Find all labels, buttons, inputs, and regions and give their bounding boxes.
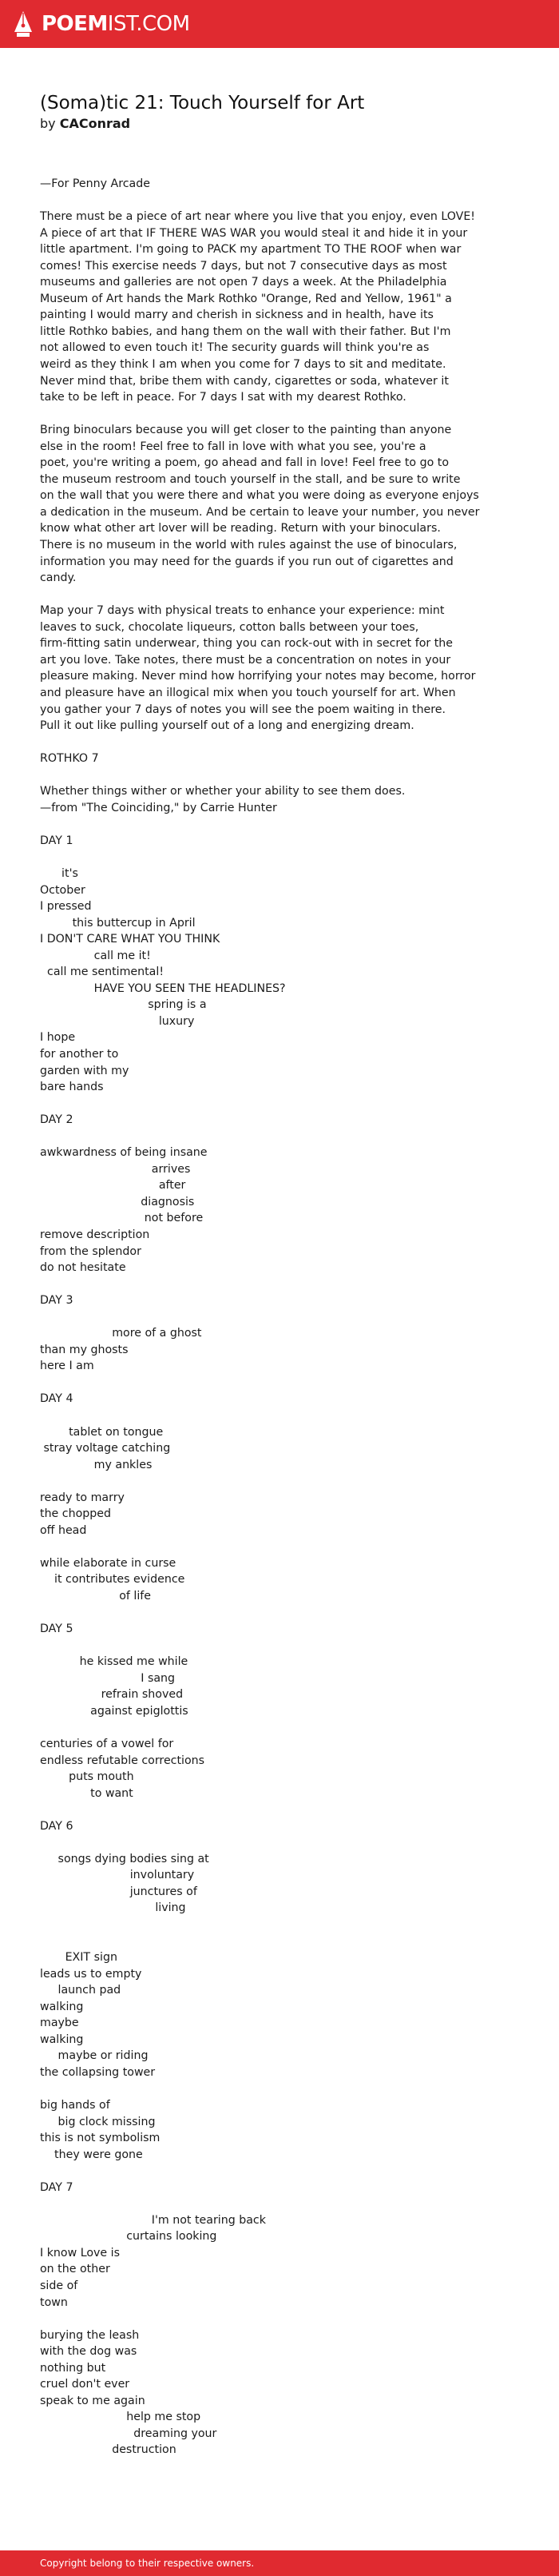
poem-line: to want [40, 1786, 133, 1800]
poem-line: arrives [40, 1162, 191, 1176]
poem-line: endless refutable corrections [40, 1754, 205, 1767]
poem-line: not before [40, 1212, 204, 1225]
poem-line: leads us to empty [40, 1967, 142, 1981]
poem-line: comes! This exercise needs 7 days, but not 7 consecutive days as most [40, 259, 447, 273]
poem-title: (Soma)tic 21: Touch Yourself for Art [40, 93, 365, 113]
poem-line [40, 1802, 519, 1818]
poem-line [40, 1276, 519, 1293]
poem-line: puts mouth [40, 1770, 134, 1784]
poem-line: this buttercup in April [40, 916, 196, 930]
poem-line: side of [40, 2279, 78, 2292]
poem-line: curtains looking [40, 2230, 217, 2244]
poem-line [40, 1933, 519, 1950]
poem-line: little Rothko babies, and hang them on the wall with their father. But I'm [40, 324, 451, 338]
poem-line: refrain shoved [40, 1688, 184, 1702]
poem-line: he kissed me while [40, 1655, 188, 1669]
poem-line [40, 849, 519, 866]
poem-line: I hope [40, 1031, 76, 1045]
author-name[interactable]: CAConrad [59, 116, 131, 131]
poem-line: A piece of art that IF THERE WAS WAR you would steal it and hide it in your [40, 226, 468, 240]
poem-line: DAY 1 [40, 834, 73, 847]
poem-line: a dedication in the museum. And be certain to leave your number, you never [40, 505, 480, 519]
poem-line: you gather your 7 days of notes you will see the poem waiting in there. [40, 703, 446, 716]
poem-line [40, 1834, 519, 1851]
poem-line: call me sentimental! [40, 966, 165, 979]
poem-line: know what other art lover will be reading. Return with your binoculars. [40, 522, 441, 536]
poem-line: and pleasure have an illogical mix when you touch yourself for art. When [40, 686, 456, 699]
poem-header [40, 91, 519, 133]
poem-line: here I am [40, 1360, 94, 1373]
poem-line: awkwardness of being insane [40, 1146, 208, 1160]
poem-line: Map your 7 days with physical treats to enhance your experience: mint [40, 604, 445, 618]
poem-line: else in the room! Feel free to fall in love with what you see, you're a [40, 440, 426, 453]
poem-line: DAY 7 [40, 2180, 73, 2194]
poem-line: destruction [40, 2443, 176, 2457]
poem-line: information you may need for the guards if you run out of cigarettes and [40, 555, 454, 568]
poem-line: songs dying bodies sing at [40, 1852, 209, 1865]
poem-line [40, 2163, 519, 2180]
poem-line: maybe or riding [40, 2049, 149, 2063]
poem-line: I'm not tearing back [40, 2213, 266, 2227]
poem-line [40, 1539, 519, 1555]
poem-line: ROTHKO 7 [40, 752, 99, 766]
poem-line: Bring binoculars because you will get closer to the painting than anyone [40, 424, 452, 437]
poem-line: living [40, 1901, 186, 1915]
poem-line: call me it! [40, 949, 151, 962]
poem-line: diagnosis [40, 1195, 195, 1208]
poem-line: I pressed [40, 900, 92, 914]
logo-bold-text: POEM [42, 12, 108, 36]
poem-line: little apartment. I'm going to PACK my apartment TO THE ROOF when war [40, 243, 462, 257]
poem-line [40, 816, 519, 833]
poem-line [40, 1917, 519, 1933]
poem-line: pleasure making. Never mind how horrifying your notes may become, horror [40, 670, 476, 683]
poem-line: involuntary [40, 1869, 195, 1882]
poem-line: cruel don't ever [40, 2378, 130, 2391]
poem-line [40, 1407, 519, 1424]
poem-line [40, 735, 519, 751]
poem-line [40, 2080, 519, 2097]
poem-line: the collapsing tower [40, 2065, 156, 2079]
poem-line: big hands of [40, 2098, 110, 2112]
poem-line: with the dog was [40, 2345, 137, 2359]
poem-line: more of a ghost [40, 1327, 202, 1340]
poem-line: speak to me again [40, 2394, 145, 2407]
poem-line: spring is a [40, 998, 207, 1012]
byline [40, 115, 519, 133]
poem-line: big clock missing [40, 2115, 156, 2128]
poem-line: weird as they think I am when you come for 7 days to sit and meditate. [40, 358, 446, 372]
poem-line: I know Love is [40, 2246, 120, 2259]
poem-line: DAY 5 [40, 1622, 73, 1636]
site-logo[interactable] [13, 10, 190, 38]
poem-line [40, 2311, 519, 2327]
poem-line [40, 1129, 519, 1145]
poem-line: take to be left in peace. For 7 days I sat with my dearest Rothko. [40, 391, 406, 404]
poem-line: they were gone [40, 2148, 143, 2161]
poem-line: than my ghosts [40, 1343, 129, 1356]
poem-line [40, 1309, 519, 1326]
poem-line [40, 406, 519, 423]
poem-line: candy. [40, 571, 77, 585]
poem-line: against epiglottis [40, 1704, 188, 1718]
poem-line [40, 2196, 519, 2212]
poem-line: tablet on tongue [40, 1425, 164, 1439]
poem-line: while elaborate in curse [40, 1556, 176, 1570]
poem-line: help me stop [40, 2411, 201, 2424]
poem-line [40, 1473, 519, 1490]
poem-line [40, 767, 519, 784]
poem-line: art you love. Take notes, there must be a concentration on notes in your [40, 653, 451, 667]
poem-line: DAY 2 [40, 1113, 73, 1127]
poem-line: maybe [40, 2017, 79, 2030]
poem-line: walking [40, 2033, 84, 2046]
logo-light-text: IST.COM [107, 12, 190, 36]
poem-line: museums and galleries are not open 7 days a week. At the Philadelphia [40, 276, 447, 289]
poem-line: —For Penny Arcade [40, 177, 150, 190]
poem-line: centuries of a vowel for [40, 1737, 174, 1750]
poem-line: garden with my [40, 1064, 129, 1077]
poem-line: There must be a piece of art near where you live that you enjoy, even LOVE! [40, 210, 475, 224]
by-label: by [40, 116, 56, 131]
poem-line: of life [40, 1590, 152, 1603]
poem-line: EXIT sign [40, 1951, 117, 1965]
poem-line [40, 1719, 519, 1736]
poem-line [40, 1375, 519, 1392]
poem-line: remove description [40, 1228, 150, 1241]
poem-line: DAY 4 [40, 1392, 73, 1406]
poem-line: Pull it out like pulling yourself out of a long and energizing dream. [40, 719, 414, 733]
poem-line: bare hands [40, 1081, 104, 1094]
poem-line: Museum of Art hands the Mark Rothko "Orange, Red and Yellow, 1961" a [40, 292, 452, 305]
logo-wordmark [42, 10, 190, 38]
pen-nib-icon [13, 10, 34, 38]
poem-line: nothing but [40, 2361, 106, 2375]
poem-line: for another to [40, 1047, 119, 1061]
poem-line [40, 1096, 519, 1113]
poem-line: not allowed to even touch it! The security guards will think you're as [40, 341, 430, 355]
poem-line: HAVE YOU SEEN THE HEADLINES? [40, 981, 286, 995]
poem-line: I sang [40, 1671, 176, 1685]
poem-line: the museum restroom and touch yourself in the stall, and be sure to write [40, 472, 461, 486]
poem-line: launch pad [40, 1984, 121, 1997]
poem-line: October [40, 883, 85, 897]
poem-line: dreaming your [40, 2427, 217, 2440]
poem-line: Never mind that, bribe them with candy, cigarettes or soda, whatever it [40, 374, 449, 388]
poem-line: my ankles [40, 1458, 153, 1471]
poem-line: town [40, 2295, 68, 2309]
poem-line: do not hesitate [40, 1261, 126, 1275]
poem-line: ready to marry [40, 1491, 125, 1504]
poem-line: after [40, 1179, 186, 1192]
copyright-text: Copyright belong to their respective owners. [40, 2558, 255, 2569]
poem-line [40, 1638, 519, 1654]
poem-line: junctures of [40, 1885, 197, 1898]
poem-line: on the wall that you were there and what you were doing as everyone enjoys [40, 489, 479, 503]
poem-line: the chopped [40, 1507, 112, 1521]
poem-line: on the other [40, 2263, 110, 2276]
poem-line: luxury [40, 1014, 195, 1028]
poem-line: firm-fitting satin underwear, thing you can rock-out with in secret for the [40, 637, 454, 651]
poem-line: from the splendor [40, 1244, 141, 1258]
poem-line: I DON'T CARE WHAT YOU THINK [40, 933, 220, 946]
poem-line: off head [40, 1523, 87, 1537]
poem-line: leaves to suck, chocolate liqueurs, cotton balls between your toes, [40, 620, 419, 634]
poem-line: stray voltage catching [40, 1442, 171, 1455]
footer-bar [0, 2550, 559, 2576]
poem-line: it's [40, 866, 78, 880]
poem-line: burying the leash [40, 2328, 140, 2342]
poem-line: it contributes evidence [40, 1573, 185, 1587]
poem-body [40, 176, 519, 2459]
header-bar [0, 0, 559, 48]
poem-line: this is not symbolism [40, 2132, 161, 2145]
poem-line: walking [40, 2000, 84, 2013]
poem-line: —from "The Coinciding," by Carrie Hunter [40, 801, 277, 814]
poem-line: DAY 6 [40, 1819, 73, 1833]
poem-line: There is no museum in the world with rules against the use of binoculars, [40, 539, 458, 552]
poem-line: painting I would marry and cherish in sickness and in health, have its [40, 309, 434, 322]
poem-line [40, 1605, 519, 1622]
poem-line: DAY 3 [40, 1294, 73, 1308]
poem-line [40, 587, 519, 603]
poem-line [40, 193, 519, 209]
poem-line: poet, you're writing a poem, go ahead and fall in love! Feel free to go to [40, 456, 450, 470]
poem-line: Whether things wither or whether your ability to see them does. [40, 785, 406, 798]
